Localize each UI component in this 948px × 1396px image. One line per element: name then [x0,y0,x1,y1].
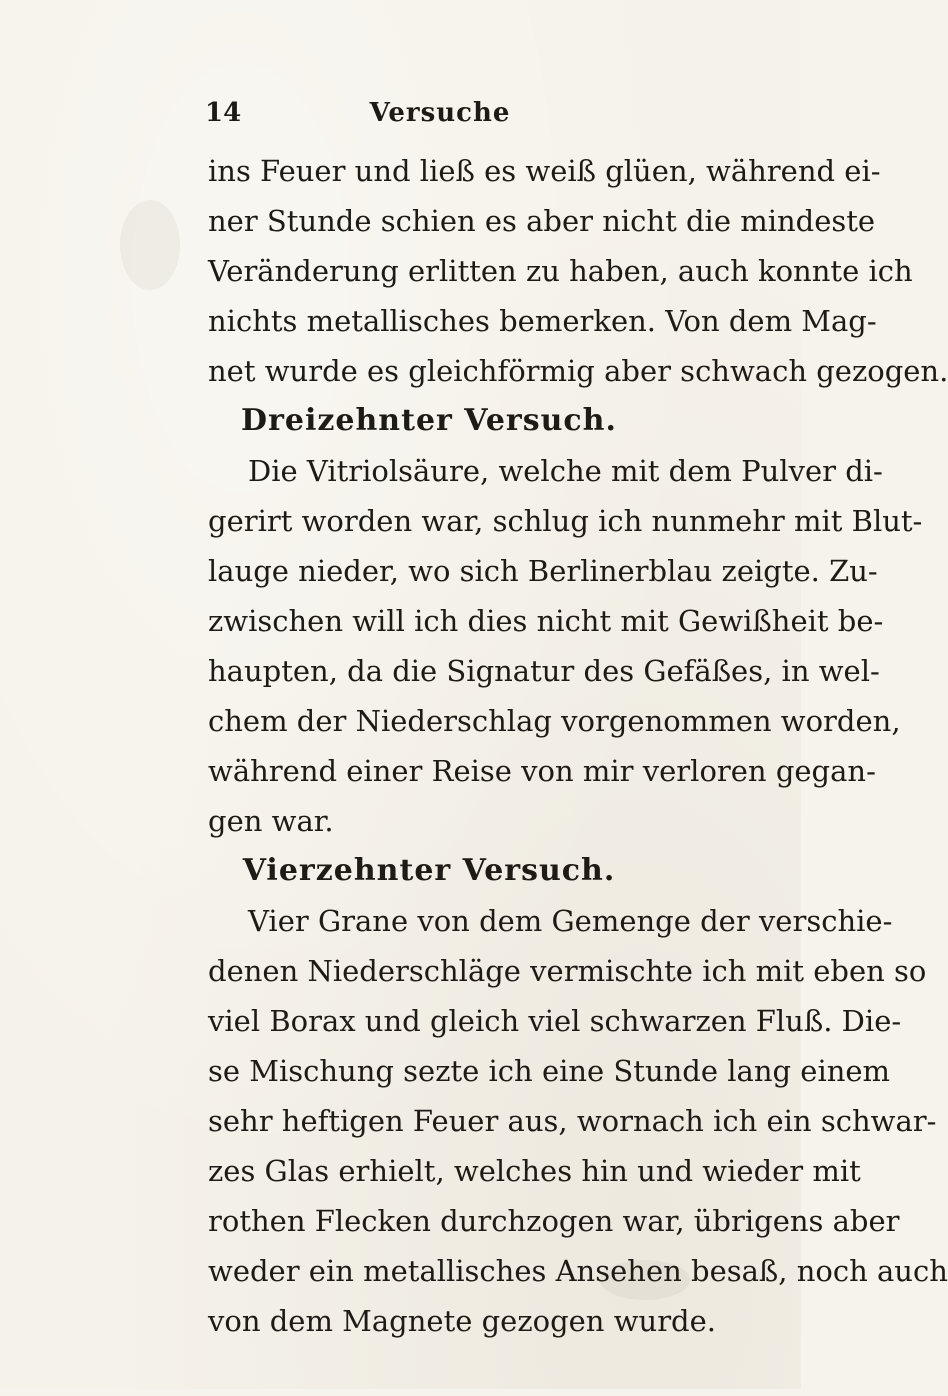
page-number: 14 [205,98,242,128]
text-line: nichts metallisches bemerken. Von dem Mag- [208,304,877,338]
page-body [208,146,948,1396]
text-line: lauge nieder, wo sich Berlinerblau zeigte. Zu- [208,554,878,588]
text-line: Die Vitriolsäure, welche mit dem Pulver di- [248,454,883,488]
text-line: ins Feuer und ließ es weiß glüen, während ei- [208,154,881,188]
section-heading: Vierzehnter Versuch. [242,853,616,888]
text-line: viel Borax und gleich viel schwarzen Fluß. Die- [208,1004,902,1038]
text-line: se Mischung sezte ich eine Stunde lang einem [208,1054,891,1088]
text-line: während einer Reise von mir verloren gegan- [208,754,876,788]
text-line [208,1346,650,1396]
text-line: weder ein metallisches Ansehen besaß, noch auch [208,1254,948,1288]
text-line: gerirt worden war, schlug ich nunmehr mit Blut- [208,504,923,538]
text-line: Vier Grane von dem Gemenge der verschie- [248,904,893,938]
text-line: haupten, da die Signatur des Gefäßes, in wel- [208,654,880,688]
text-line: sehr heftigen Feuer aus, wornach ich ein schwar- [208,1104,937,1138]
text-line: chem der Niederschlag vorgenommen worden, [208,704,901,738]
text-line: ner Stunde schien es aber nicht die mindeste [208,204,876,238]
text-line: Veränderung erlitten zu haben, auch konnte ich [208,254,913,288]
text-line: gen war. [208,804,334,838]
page-stain [120,200,180,290]
section-heading: Dreizehnter Versuch. [241,403,617,438]
text-line: zwischen will ich dies nicht mit Gewißheit be- [208,604,884,638]
text-line: zes Glas erhielt, welches hin und wieder mit [208,1154,861,1188]
text-line: denen Niederschläge vermischte ich mit eben so [208,954,927,988]
text-line: von dem Magnete gezogen wurde. [208,1304,716,1338]
running-head: Versuche [369,98,511,128]
page-header [205,98,675,134]
text-line: net wurde es gleichförmig aber schwach gezogen. [208,354,948,388]
text-line: rothen Flecken durchzogen war, übrigens aber [208,1204,900,1238]
